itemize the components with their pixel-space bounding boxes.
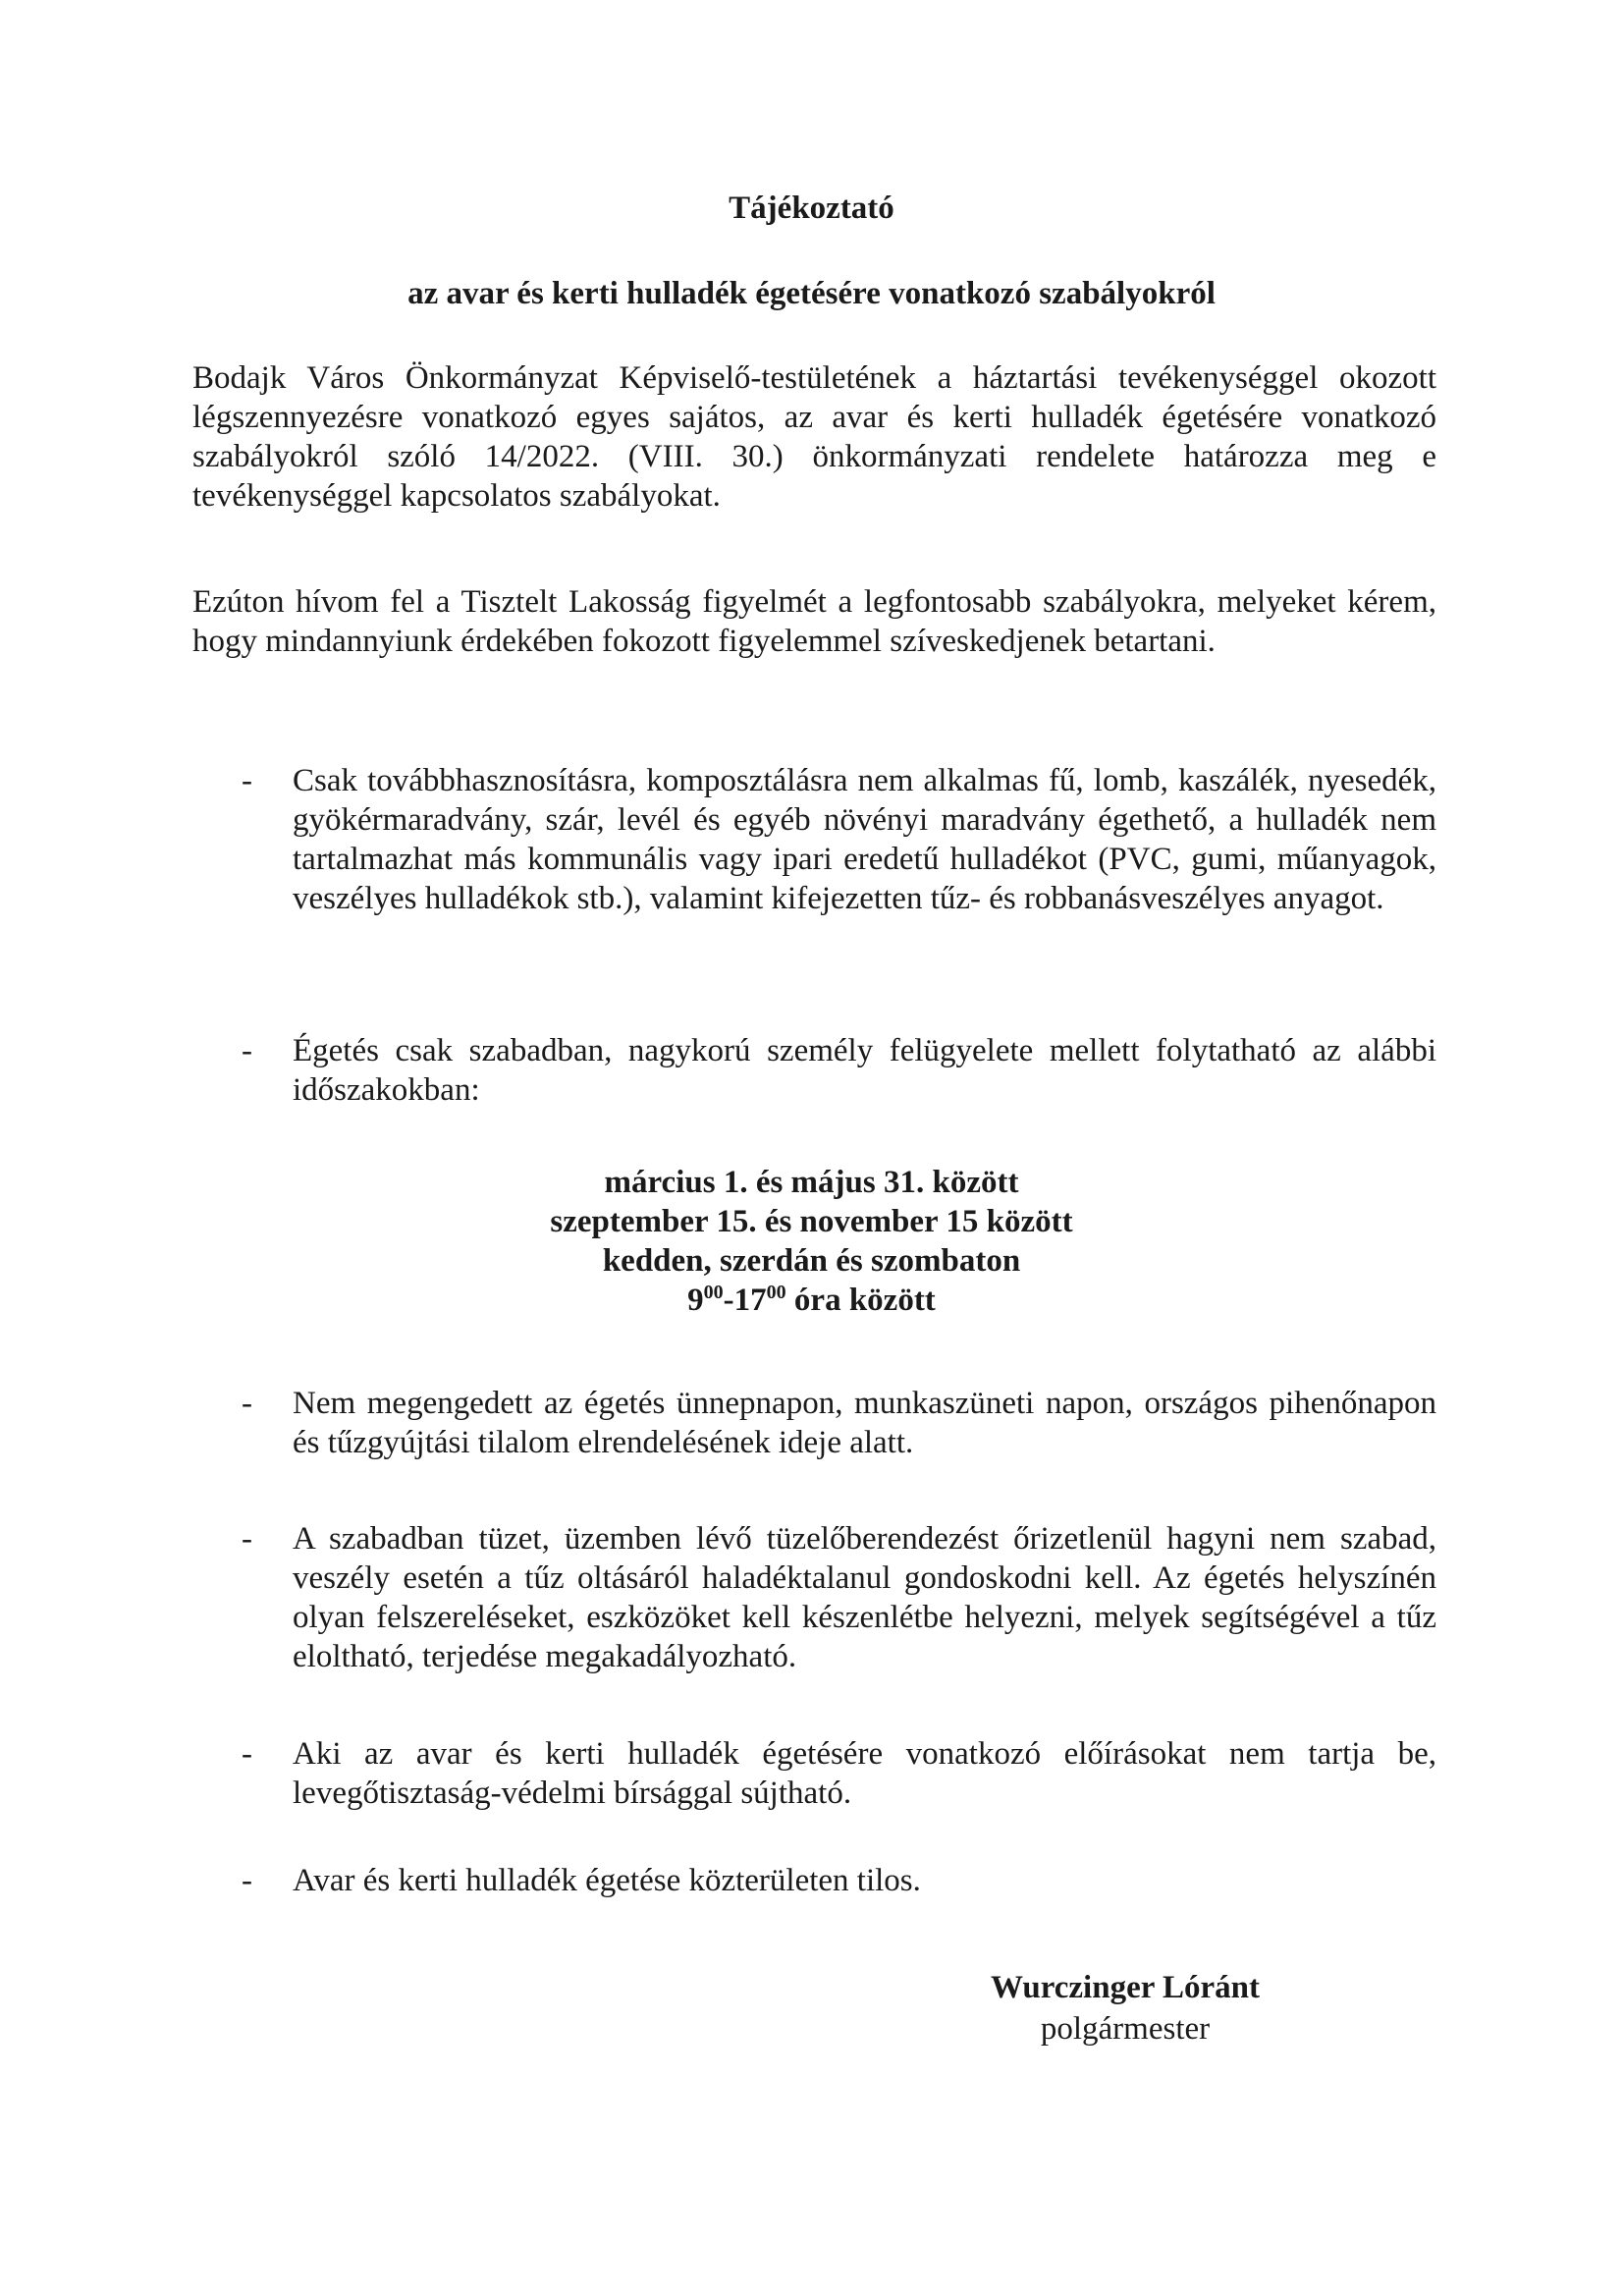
schedule-autumn-period: szeptember 15. és november 15 között — [550, 1204, 1073, 1239]
bullet-marker: - — [242, 1033, 252, 1068]
time-separator: - — [723, 1283, 734, 1318]
bullet-marker: - — [242, 1863, 252, 1898]
schedule-days: kedden, szerdán és szombaton — [602, 1243, 1021, 1279]
rule-item-supervision: Égetés csak szabadban, nagykorú személy felügyelete mellett folytatható az alábbi időszakokban: — [293, 1033, 1436, 1108]
bullet-marker: - — [242, 1736, 252, 1772]
time-end-hour: 17 — [733, 1283, 767, 1318]
bullet-marker: - — [242, 1521, 252, 1557]
appeal-paragraph: Ezúton hívom fel a Tisztelt Lakosság figyelmét a legfontosabb szabályokra, melyeket kérem, hogy mindannyiunk érdekében fokozott figyelemmel szíveskedjenek betartani. — [192, 584, 1436, 659]
time-start-minutes: 00 — [703, 1282, 724, 1303]
burning-schedule — [0, 1163, 1623, 1320]
rule-item-public-area: Avar és kerti hulladék égetése közterületen tilos. — [293, 1863, 921, 1898]
rule-item-holidays: Nem megengedett az égetés ünnepnapon, munkaszüneti napon, országos pihenőnapon és tűzgyújtási tilalom elrendelésének ideje alatt. — [293, 1386, 1436, 1460]
time-start-hour: 9 — [687, 1283, 704, 1318]
document-title: Tájékoztató — [729, 191, 894, 226]
rule-item-penalty: Aki az avar és kerti hulladék égetésére vonatkozó előírásokat nem tartja be, levegőtisztaság-védelmi bírsággal sújtható. — [293, 1736, 1436, 1811]
rule-item-safety: A szabadban tüzet, üzemben lévő tüzelőberendezést őrizetlenül hagyni nem szabad, veszély esetén a tűz oltásáról haladéktalanul gondoskodni kell. Az égetés helyszínén olyan felszereléseket, eszközöket kell készenlétbe helyezni, melyek segítségével a tűz eloltható, terjedése megakadályozható. — [293, 1521, 1436, 1674]
document-subtitle: az avar és kerti hulladék égetésére vonatkozó szabályokról — [407, 276, 1216, 311]
bullet-marker: - — [242, 1386, 252, 1421]
rule-item-materials: Csak továbbhasznosításra, komposztálásra nem alkalmas fű, lomb, kaszálék, nyesedék, gyökérmaradvány, szár, levél és egyéb növényi maradvány égethető, a hulladék nem tartalmazhat más kommunális vagy ipari eredetű hulladékot (PVC, gumi, műanyagok, veszélyes hulladékok stb.), valamint kifejezetten tűz- és robbanásveszélyes anyagot. — [293, 763, 1436, 916]
signature-role: polgármester — [1040, 2011, 1211, 2047]
schedule-hours — [0, 1281, 1623, 1320]
signature-name: Wurczinger Lóránt — [990, 1970, 1261, 2005]
schedule-spring-period: március 1. és május 31. között — [604, 1165, 1019, 1200]
time-end-minutes: 00 — [766, 1282, 786, 1303]
time-suffix: óra között — [785, 1283, 936, 1318]
bullet-marker: - — [242, 763, 252, 798]
intro-paragraph: Bodajk Város Önkormányzat Képviselő-testületének a háztartási tevékenységgel okozott légszennyezésre vonatkozó egyes sajátos, az avar és kerti hulladék égetésére vonatkozó szabályokról szóló 14/2022. (VIII. 30.) önkormányzati rendelete határozza meg e tevékenységgel kapcsolatos szabályokat. — [192, 360, 1436, 514]
